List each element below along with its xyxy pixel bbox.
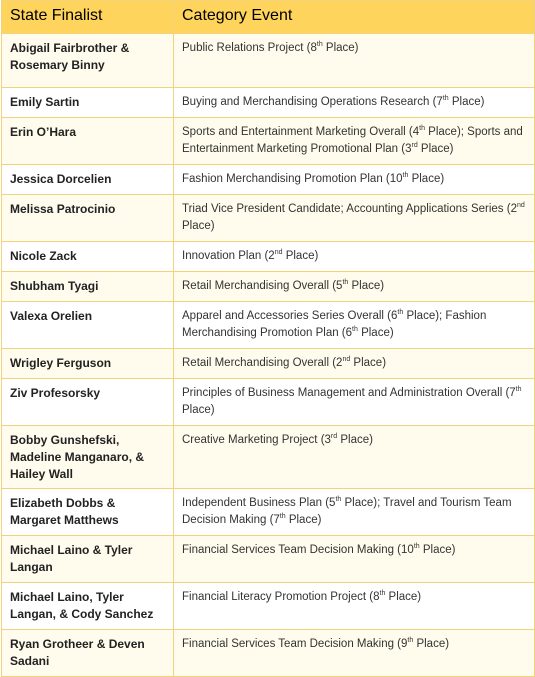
event-cell bbox=[174, 349, 535, 379]
finalist-cell: Melissa Patrocinio bbox=[2, 195, 174, 242]
table-header bbox=[2, 1, 535, 34]
header-row bbox=[2, 1, 535, 34]
event-cell bbox=[174, 34, 535, 88]
table-row bbox=[2, 88, 535, 118]
event-cell bbox=[174, 630, 535, 677]
finalist-cell: Valexa Orelien bbox=[2, 302, 174, 349]
event-text: Triad Vice President Candidate; Accounting Applications Series (2 bbox=[182, 203, 517, 215]
table-row bbox=[2, 583, 535, 630]
header-category-event: Category Event bbox=[174, 1, 535, 34]
finalist-cell: Abigail Fairbrother & Rosemary Binny bbox=[2, 34, 174, 88]
event-text: Place) bbox=[385, 591, 422, 603]
table-body bbox=[2, 34, 535, 677]
event-text: Principles of Business Management and Administration Overall (7 bbox=[182, 387, 516, 399]
event-text: Place) bbox=[419, 544, 456, 556]
event-text: Place); Fashion Merchandising Promotion Plan (6 bbox=[182, 310, 487, 339]
event-text: Creative Marketing Project (3 bbox=[182, 434, 331, 446]
event-text: Financial Services Team Decision Making (10 bbox=[182, 544, 414, 556]
ordinal-suffix: nd bbox=[342, 356, 351, 363]
event-cell bbox=[174, 195, 535, 242]
finalist-cell: Erin O’Hara bbox=[2, 118, 174, 165]
ordinal-suffix: th bbox=[342, 279, 349, 286]
table-row bbox=[2, 489, 535, 536]
table-row bbox=[2, 426, 535, 489]
event-text: Place) bbox=[413, 638, 450, 650]
event-text: Buying and Merchandising Operations Research (7 bbox=[182, 96, 443, 108]
event-text: Financial Literacy Promotion Project (8 bbox=[182, 591, 380, 603]
event-text: Place); Sports and Entertainment Marketing Promotional Plan (3 bbox=[182, 126, 523, 155]
event-cell bbox=[174, 165, 535, 195]
finalist-cell: Jessica Dorcelien bbox=[2, 165, 174, 195]
event-text: Apparel and Accessories Series Overall (6 bbox=[182, 310, 398, 322]
event-cell bbox=[174, 489, 535, 536]
event-text: Fashion Merchandising Promotion Plan (10 bbox=[182, 173, 403, 185]
ordinal-suffix: rd bbox=[411, 142, 418, 149]
event-cell bbox=[174, 302, 535, 349]
table-row bbox=[2, 349, 535, 379]
table-row bbox=[2, 302, 535, 349]
event-cell bbox=[174, 426, 535, 489]
table-row bbox=[2, 379, 535, 426]
event-text: Place) bbox=[182, 220, 215, 232]
event-cell bbox=[174, 272, 535, 302]
event-text: Place) bbox=[337, 434, 373, 446]
event-cell bbox=[174, 583, 535, 630]
event-text: Place) bbox=[417, 143, 454, 155]
event-cell bbox=[174, 536, 535, 583]
finalist-cell: Wrigley Ferguson bbox=[2, 349, 174, 379]
finalist-cell: Ziv Profesorsky bbox=[2, 379, 174, 426]
finalist-cell: Elizabeth Dobbs & Margaret Matthews bbox=[2, 489, 174, 536]
ordinal-suffix: rd bbox=[330, 433, 338, 440]
event-text: Innovation Plan (2 bbox=[182, 250, 275, 262]
event-text: Place) bbox=[350, 357, 387, 369]
finalist-cell: Bobby Gunshefski, Madeline Manganaro, & Hailey Wall bbox=[2, 426, 174, 489]
event-text: Financial Services Team Decision Making (9 bbox=[182, 638, 408, 650]
event-text: Public Relations Project (8 bbox=[182, 42, 317, 54]
event-text: Sports and Entertainment Marketing Overall (4 bbox=[182, 126, 420, 138]
event-text: Place); Travel and Tourism Team Decision Making (7 bbox=[182, 497, 512, 526]
event-text: Place) bbox=[357, 327, 394, 339]
event-cell bbox=[174, 88, 535, 118]
table-row bbox=[2, 165, 535, 195]
finalists-table bbox=[1, 0, 535, 677]
ordinal-suffix: th bbox=[316, 41, 323, 48]
event-cell bbox=[174, 379, 535, 426]
ordinal-suffix: th bbox=[335, 496, 342, 503]
event-cell bbox=[174, 242, 535, 272]
event-text: Retail Merchandising Overall (5 bbox=[182, 280, 343, 292]
ordinal-suffix: th bbox=[413, 543, 420, 550]
event-text: Place) bbox=[285, 514, 322, 526]
finalist-cell: Shubham Tyagi bbox=[2, 272, 174, 302]
event-text: Place) bbox=[448, 96, 485, 108]
ordinal-suffix: th bbox=[402, 172, 409, 179]
ordinal-suffix: th bbox=[279, 513, 286, 520]
ordinal-suffix: th bbox=[352, 326, 358, 333]
event-text: Place) bbox=[282, 250, 319, 262]
table-row bbox=[2, 34, 535, 88]
ordinal-suffix: th bbox=[419, 125, 425, 132]
ordinal-suffix: nd bbox=[516, 202, 525, 209]
header-state-finalist: State Finalist bbox=[2, 1, 174, 34]
event-text: Place) bbox=[408, 173, 445, 185]
table-row bbox=[2, 195, 535, 242]
event-text: Place) bbox=[348, 280, 385, 292]
finalist-cell: Emily Sartin bbox=[2, 88, 174, 118]
event-text: Retail Merchandising Overall (2 bbox=[182, 357, 343, 369]
ordinal-suffix: th bbox=[397, 309, 404, 316]
table-row bbox=[2, 272, 535, 302]
event-text: Place) bbox=[322, 42, 359, 54]
event-text: Independent Business Plan (5 bbox=[182, 497, 336, 509]
table-row bbox=[2, 630, 535, 677]
ordinal-suffix: th bbox=[442, 95, 449, 102]
ordinal-suffix: th bbox=[407, 637, 414, 644]
table-row bbox=[2, 536, 535, 583]
ordinal-suffix: th bbox=[379, 590, 386, 597]
ordinal-suffix: nd bbox=[274, 249, 283, 256]
finalist-cell: Ryan Grotheer & Deven Sadani bbox=[2, 630, 174, 677]
finalist-cell: Michael Laino & Tyler Langan bbox=[2, 536, 174, 583]
ordinal-suffix: th bbox=[515, 386, 522, 393]
table-row bbox=[2, 242, 535, 272]
table-row bbox=[2, 118, 535, 165]
finalist-cell: Nicole Zack bbox=[2, 242, 174, 272]
event-cell bbox=[174, 118, 535, 165]
event-text: Place) bbox=[182, 404, 215, 416]
finalist-cell: Michael Laino, Tyler Langan, & Cody Sanchez bbox=[2, 583, 174, 630]
